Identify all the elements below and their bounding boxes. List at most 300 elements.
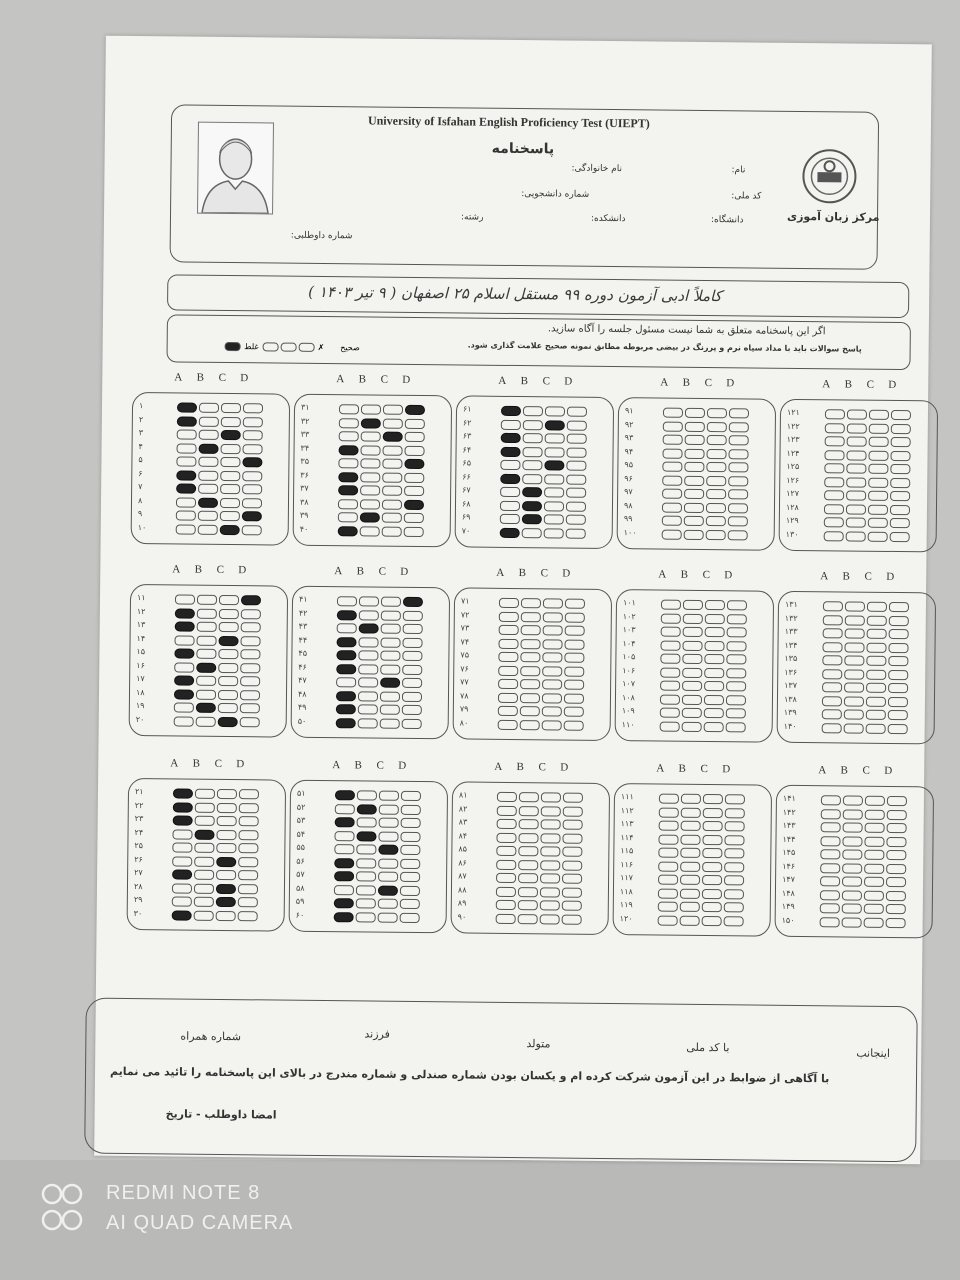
answer-bubble-c[interactable] xyxy=(869,410,889,420)
answer-bubble-b[interactable] xyxy=(842,876,862,886)
answer-bubble-d[interactable] xyxy=(405,432,425,442)
answer-bubble-b[interactable] xyxy=(195,789,215,799)
answer-bubble-c[interactable] xyxy=(378,858,398,868)
answer-bubble-c[interactable] xyxy=(540,846,560,856)
answer-bubble-d[interactable] xyxy=(405,445,425,455)
answer-bubble-a[interactable] xyxy=(661,600,681,610)
answer-bubble-a[interactable] xyxy=(337,623,357,633)
answer-bubble-b[interactable] xyxy=(199,403,219,413)
answer-bubble-c[interactable] xyxy=(704,668,724,678)
answer-bubble-d[interactable] xyxy=(724,889,744,899)
answer-bubble-c[interactable] xyxy=(868,491,888,501)
answer-bubble-b[interactable] xyxy=(523,433,543,443)
answer-bubble-b[interactable] xyxy=(197,622,217,632)
answer-bubble-c[interactable] xyxy=(702,861,722,871)
answer-bubble-d[interactable] xyxy=(402,651,422,661)
answer-bubble-a[interactable] xyxy=(662,462,682,472)
answer-bubble-c[interactable] xyxy=(216,883,236,893)
answer-bubble-d[interactable] xyxy=(400,912,420,922)
answer-bubble-a[interactable] xyxy=(176,524,196,534)
answer-bubble-d[interactable] xyxy=(567,407,587,417)
answer-bubble-d[interactable] xyxy=(888,656,908,666)
answer-bubble-c[interactable] xyxy=(383,432,403,442)
answer-bubble-d[interactable] xyxy=(241,636,261,646)
answer-bubble-a[interactable] xyxy=(659,807,679,817)
answer-bubble-b[interactable] xyxy=(684,529,704,539)
answer-bubble-c[interactable] xyxy=(866,696,886,706)
answer-bubble-d[interactable] xyxy=(564,680,584,690)
answer-bubble-b[interactable] xyxy=(842,917,862,927)
answer-bubble-d[interactable] xyxy=(402,678,422,688)
answer-bubble-a[interactable] xyxy=(334,844,354,854)
answer-bubble-c[interactable] xyxy=(704,641,724,651)
answer-bubble-d[interactable] xyxy=(562,901,582,911)
answer-bubble-a[interactable] xyxy=(823,628,843,638)
answer-bubble-b[interactable] xyxy=(681,807,701,817)
answer-bubble-a[interactable] xyxy=(822,696,842,706)
answer-bubble-d[interactable] xyxy=(729,408,749,418)
answer-bubble-d[interactable] xyxy=(890,464,910,474)
answer-bubble-d[interactable] xyxy=(238,911,258,921)
answer-bubble-a[interactable] xyxy=(662,502,682,512)
answer-bubble-c[interactable] xyxy=(704,654,724,664)
answer-bubble-c[interactable] xyxy=(703,794,723,804)
answer-bubble-c[interactable] xyxy=(380,691,400,701)
answer-bubble-d[interactable] xyxy=(886,904,906,914)
answer-bubble-a[interactable] xyxy=(658,834,678,844)
answer-bubble-d[interactable] xyxy=(404,513,424,523)
answer-bubble-d[interactable] xyxy=(888,669,908,679)
answer-bubble-b[interactable] xyxy=(194,843,214,853)
answer-bubble-a[interactable] xyxy=(496,859,516,869)
answer-bubble-c[interactable] xyxy=(381,597,401,607)
answer-bubble-b[interactable] xyxy=(356,858,376,868)
answer-bubble-c[interactable] xyxy=(702,888,722,898)
answer-bubble-b[interactable] xyxy=(847,423,867,433)
answer-bubble-c[interactable] xyxy=(868,531,888,541)
answer-bubble-b[interactable] xyxy=(685,435,705,445)
answer-bubble-c[interactable] xyxy=(544,474,564,484)
answer-bubble-a[interactable] xyxy=(499,598,519,608)
answer-bubble-d[interactable] xyxy=(724,848,744,858)
answer-bubble-d[interactable] xyxy=(728,476,748,486)
answer-bubble-a[interactable] xyxy=(498,719,518,729)
answer-bubble-d[interactable] xyxy=(402,718,422,728)
answer-bubble-a[interactable] xyxy=(660,721,680,731)
answer-bubble-a[interactable] xyxy=(496,832,516,842)
answer-bubble-b[interactable] xyxy=(359,610,379,620)
answer-bubble-b[interactable] xyxy=(197,635,217,645)
answer-bubble-a[interactable] xyxy=(339,404,359,414)
answer-bubble-c[interactable] xyxy=(702,915,722,925)
answer-bubble-a[interactable] xyxy=(659,794,679,804)
answer-bubble-a[interactable] xyxy=(174,689,194,699)
answer-bubble-c[interactable] xyxy=(218,689,238,699)
answer-bubble-d[interactable] xyxy=(888,710,908,720)
answer-bubble-a[interactable] xyxy=(173,815,193,825)
answer-bubble-b[interactable] xyxy=(842,836,862,846)
answer-bubble-a[interactable] xyxy=(824,450,844,460)
answer-bubble-a[interactable] xyxy=(338,526,358,536)
answer-bubble-b[interactable] xyxy=(199,416,219,426)
answer-bubble-a[interactable] xyxy=(824,463,844,473)
answer-bubble-a[interactable] xyxy=(496,886,516,896)
answer-bubble-a[interactable] xyxy=(339,431,359,441)
answer-bubble-a[interactable] xyxy=(663,408,683,418)
answer-bubble-c[interactable] xyxy=(864,850,884,860)
answer-bubble-d[interactable] xyxy=(240,703,260,713)
answer-bubble-b[interactable] xyxy=(680,902,700,912)
answer-bubble-a[interactable] xyxy=(822,682,842,692)
answer-bubble-a[interactable] xyxy=(496,900,516,910)
answer-bubble-a[interactable] xyxy=(336,691,356,701)
answer-bubble-a[interactable] xyxy=(334,871,354,881)
answer-bubble-b[interactable] xyxy=(358,704,378,714)
answer-bubble-b[interactable] xyxy=(843,795,863,805)
answer-bubble-c[interactable] xyxy=(544,460,564,470)
answer-bubble-d[interactable] xyxy=(726,641,746,651)
answer-bubble-d[interactable] xyxy=(239,816,259,826)
answer-bubble-a[interactable] xyxy=(661,627,681,637)
answer-bubble-b[interactable] xyxy=(194,870,214,880)
answer-bubble-c[interactable] xyxy=(220,457,240,467)
answer-bubble-d[interactable] xyxy=(562,860,582,870)
answer-bubble-c[interactable] xyxy=(541,792,561,802)
answer-bubble-c[interactable] xyxy=(704,695,724,705)
answer-bubble-d[interactable] xyxy=(564,666,584,676)
answer-bubble-a[interactable] xyxy=(822,642,842,652)
answer-bubble-b[interactable] xyxy=(844,669,864,679)
answer-bubble-d[interactable] xyxy=(889,602,909,612)
answer-bubble-c[interactable] xyxy=(383,445,403,455)
answer-bubble-a[interactable] xyxy=(177,416,197,426)
answer-bubble-b[interactable] xyxy=(356,898,376,908)
answer-bubble-a[interactable] xyxy=(662,516,682,526)
answer-bubble-a[interactable] xyxy=(823,601,843,611)
answer-bubble-d[interactable] xyxy=(404,486,424,496)
answer-bubble-b[interactable] xyxy=(196,703,216,713)
answer-bubble-b[interactable] xyxy=(519,819,539,829)
answer-bubble-b[interactable] xyxy=(682,654,702,664)
answer-bubble-d[interactable] xyxy=(729,435,749,445)
answer-bubble-c[interactable] xyxy=(865,823,885,833)
answer-bubble-b[interactable] xyxy=(522,528,542,538)
answer-bubble-d[interactable] xyxy=(725,794,745,804)
answer-bubble-a[interactable] xyxy=(336,650,356,660)
answer-bubble-c[interactable] xyxy=(544,487,564,497)
answer-bubble-d[interactable] xyxy=(888,683,908,693)
answer-bubble-c[interactable] xyxy=(543,625,563,635)
answer-bubble-d[interactable] xyxy=(241,595,261,605)
answer-bubble-a[interactable] xyxy=(497,819,517,829)
answer-bubble-a[interactable] xyxy=(172,829,192,839)
answer-bubble-a[interactable] xyxy=(820,849,840,859)
answer-bubble-a[interactable] xyxy=(824,504,844,514)
answer-bubble-b[interactable] xyxy=(842,903,862,913)
answer-bubble-c[interactable] xyxy=(706,476,726,486)
answer-bubble-c[interactable] xyxy=(703,821,723,831)
answer-bubble-c[interactable] xyxy=(382,526,402,536)
answer-bubble-d[interactable] xyxy=(725,808,745,818)
answer-bubble-d[interactable] xyxy=(403,624,423,634)
answer-bubble-b[interactable] xyxy=(519,806,539,816)
answer-bubble-b[interactable] xyxy=(359,623,379,633)
answer-bubble-a[interactable] xyxy=(338,485,358,495)
answer-bubble-c[interactable] xyxy=(540,860,560,870)
answer-bubble-d[interactable] xyxy=(727,614,747,624)
answer-bubble-b[interactable] xyxy=(194,910,214,920)
answer-bubble-a[interactable] xyxy=(336,718,356,728)
answer-bubble-a[interactable] xyxy=(498,665,518,675)
answer-bubble-b[interactable] xyxy=(683,627,703,637)
answer-bubble-a[interactable] xyxy=(501,419,521,429)
answer-bubble-c[interactable] xyxy=(220,470,240,480)
answer-bubble-c[interactable] xyxy=(221,403,241,413)
answer-bubble-a[interactable] xyxy=(661,613,681,623)
answer-bubble-d[interactable] xyxy=(890,450,910,460)
answer-bubble-b[interactable] xyxy=(520,666,540,676)
answer-bubble-b[interactable] xyxy=(518,887,538,897)
answer-bubble-b[interactable] xyxy=(358,664,378,674)
answer-bubble-a[interactable] xyxy=(500,527,520,537)
answer-bubble-c[interactable] xyxy=(545,406,565,416)
answer-bubble-a[interactable] xyxy=(334,912,354,922)
answer-bubble-d[interactable] xyxy=(724,835,744,845)
answer-bubble-b[interactable] xyxy=(844,696,864,706)
answer-bubble-b[interactable] xyxy=(357,790,377,800)
answer-bubble-b[interactable] xyxy=(685,421,705,431)
answer-bubble-a[interactable] xyxy=(497,792,517,802)
answer-bubble-a[interactable] xyxy=(658,888,678,898)
answer-bubble-d[interactable] xyxy=(402,664,422,674)
answer-bubble-c[interactable] xyxy=(544,528,564,538)
answer-bubble-c[interactable] xyxy=(378,872,398,882)
answer-bubble-d[interactable] xyxy=(564,693,584,703)
answer-bubble-c[interactable] xyxy=(707,422,727,432)
answer-bubble-b[interactable] xyxy=(523,420,543,430)
answer-bubble-a[interactable] xyxy=(172,883,192,893)
answer-bubble-a[interactable] xyxy=(336,704,356,714)
answer-bubble-d[interactable] xyxy=(405,405,425,415)
answer-bubble-a[interactable] xyxy=(660,667,680,677)
answer-bubble-d[interactable] xyxy=(727,600,747,610)
answer-bubble-b[interactable] xyxy=(356,885,376,895)
answer-bubble-c[interactable] xyxy=(866,723,886,733)
answer-bubble-d[interactable] xyxy=(889,615,909,625)
answer-bubble-b[interactable] xyxy=(523,406,543,416)
answer-bubble-a[interactable] xyxy=(501,406,521,416)
answer-bubble-d[interactable] xyxy=(886,863,906,873)
answer-bubble-a[interactable] xyxy=(822,709,842,719)
answer-bubble-d[interactable] xyxy=(729,422,749,432)
answer-bubble-b[interactable] xyxy=(846,517,866,527)
answer-bubble-a[interactable] xyxy=(820,836,840,846)
answer-bubble-c[interactable] xyxy=(541,806,561,816)
answer-bubble-a[interactable] xyxy=(338,458,358,468)
answer-bubble-b[interactable] xyxy=(197,608,217,618)
answer-bubble-b[interactable] xyxy=(194,897,214,907)
answer-bubble-c[interactable] xyxy=(868,504,888,514)
answer-bubble-a[interactable] xyxy=(820,903,840,913)
answer-bubble-c[interactable] xyxy=(864,877,884,887)
answer-bubble-c[interactable] xyxy=(216,870,236,880)
answer-bubble-b[interactable] xyxy=(842,863,862,873)
answer-bubble-a[interactable] xyxy=(172,896,192,906)
answer-bubble-c[interactable] xyxy=(541,819,561,829)
answer-bubble-b[interactable] xyxy=(358,677,378,687)
answer-bubble-d[interactable] xyxy=(563,793,583,803)
answer-bubble-b[interactable] xyxy=(522,487,542,497)
answer-bubble-c[interactable] xyxy=(864,904,884,914)
answer-bubble-a[interactable] xyxy=(499,611,519,621)
answer-bubble-d[interactable] xyxy=(886,890,906,900)
answer-bubble-b[interactable] xyxy=(360,499,380,509)
answer-bubble-b[interactable] xyxy=(522,474,542,484)
answer-bubble-d[interactable] xyxy=(566,447,586,457)
answer-bubble-c[interactable] xyxy=(219,622,239,632)
answer-bubble-b[interactable] xyxy=(846,477,866,487)
answer-bubble-a[interactable] xyxy=(498,679,518,689)
answer-bubble-b[interactable] xyxy=(682,667,702,677)
answer-bubble-a[interactable] xyxy=(498,638,518,648)
answer-bubble-c[interactable] xyxy=(542,639,562,649)
answer-bubble-d[interactable] xyxy=(725,821,745,831)
answer-bubble-b[interactable] xyxy=(680,848,700,858)
answer-bubble-c[interactable] xyxy=(706,462,726,472)
answer-bubble-d[interactable] xyxy=(886,836,906,846)
answer-bubble-c[interactable] xyxy=(867,629,887,639)
answer-bubble-a[interactable] xyxy=(825,423,845,433)
answer-bubble-c[interactable] xyxy=(219,595,239,605)
answer-bubble-c[interactable] xyxy=(220,484,240,494)
answer-bubble-a[interactable] xyxy=(335,817,355,827)
answer-bubble-a[interactable] xyxy=(820,890,840,900)
answer-bubble-d[interactable] xyxy=(401,818,421,828)
answer-bubble-c[interactable] xyxy=(379,818,399,828)
answer-bubble-d[interactable] xyxy=(564,653,584,663)
answer-bubble-b[interactable] xyxy=(356,831,376,841)
answer-bubble-d[interactable] xyxy=(563,806,583,816)
answer-bubble-b[interactable] xyxy=(521,625,541,635)
answer-bubble-d[interactable] xyxy=(562,833,582,843)
answer-bubble-b[interactable] xyxy=(680,861,700,871)
answer-bubble-b[interactable] xyxy=(196,716,216,726)
answer-bubble-b[interactable] xyxy=(358,691,378,701)
answer-bubble-c[interactable] xyxy=(867,602,887,612)
answer-bubble-d[interactable] xyxy=(887,796,907,806)
answer-bubble-c[interactable] xyxy=(378,831,398,841)
answer-bubble-c[interactable] xyxy=(865,809,885,819)
answer-bubble-c[interactable] xyxy=(380,651,400,661)
answer-bubble-a[interactable] xyxy=(338,472,358,482)
answer-bubble-b[interactable] xyxy=(842,849,862,859)
answer-bubble-b[interactable] xyxy=(361,404,381,414)
answer-bubble-d[interactable] xyxy=(728,449,748,459)
answer-bubble-b[interactable] xyxy=(682,640,702,650)
answer-bubble-b[interactable] xyxy=(846,531,866,541)
answer-bubble-a[interactable] xyxy=(177,429,197,439)
answer-bubble-a[interactable] xyxy=(660,681,680,691)
answer-bubble-b[interactable] xyxy=(844,723,864,733)
answer-bubble-c[interactable] xyxy=(705,627,725,637)
answer-bubble-a[interactable] xyxy=(500,514,520,524)
answer-bubble-c[interactable] xyxy=(378,899,398,909)
answer-bubble-d[interactable] xyxy=(242,457,262,467)
answer-bubble-d[interactable] xyxy=(565,612,585,622)
answer-bubble-d[interactable] xyxy=(243,444,263,454)
answer-bubble-c[interactable] xyxy=(707,435,727,445)
answer-bubble-b[interactable] xyxy=(520,639,540,649)
answer-bubble-a[interactable] xyxy=(173,788,193,798)
answer-bubble-b[interactable] xyxy=(518,873,538,883)
answer-bubble-d[interactable] xyxy=(889,629,909,639)
answer-bubble-a[interactable] xyxy=(172,869,192,879)
answer-bubble-c[interactable] xyxy=(220,497,240,507)
answer-bubble-d[interactable] xyxy=(404,472,424,482)
answer-bubble-d[interactable] xyxy=(400,845,420,855)
answer-bubble-b[interactable] xyxy=(845,601,865,611)
answer-bubble-a[interactable] xyxy=(175,608,195,618)
answer-bubble-b[interactable] xyxy=(361,431,381,441)
answer-bubble-c[interactable] xyxy=(544,514,564,524)
answer-bubble-a[interactable] xyxy=(175,635,195,645)
answer-bubble-d[interactable] xyxy=(243,403,263,413)
answer-bubble-d[interactable] xyxy=(728,516,748,526)
answer-bubble-c[interactable] xyxy=(707,408,727,418)
answer-bubble-d[interactable] xyxy=(240,676,260,686)
answer-bubble-b[interactable] xyxy=(520,720,540,730)
answer-bubble-d[interactable] xyxy=(887,809,907,819)
answer-bubble-d[interactable] xyxy=(728,489,748,499)
answer-bubble-c[interactable] xyxy=(704,681,724,691)
answer-bubble-c[interactable] xyxy=(868,477,888,487)
answer-bubble-c[interactable] xyxy=(869,423,889,433)
answer-bubble-b[interactable] xyxy=(684,462,704,472)
answer-bubble-d[interactable] xyxy=(242,511,262,521)
answer-bubble-a[interactable] xyxy=(663,435,683,445)
answer-bubble-d[interactable] xyxy=(728,462,748,472)
answer-bubble-b[interactable] xyxy=(199,443,219,453)
answer-bubble-b[interactable] xyxy=(198,497,218,507)
answer-bubble-c[interactable] xyxy=(217,802,237,812)
answer-bubble-d[interactable] xyxy=(726,708,746,718)
answer-bubble-b[interactable] xyxy=(360,458,380,468)
answer-bubble-c[interactable] xyxy=(217,789,237,799)
answer-bubble-a[interactable] xyxy=(501,433,521,443)
answer-bubble-c[interactable] xyxy=(543,612,563,622)
answer-bubble-c[interactable] xyxy=(704,722,724,732)
answer-bubble-a[interactable] xyxy=(337,596,357,606)
answer-bubble-a[interactable] xyxy=(177,443,197,453)
answer-bubble-d[interactable] xyxy=(728,503,748,513)
answer-bubble-c[interactable] xyxy=(216,856,236,866)
answer-bubble-b[interactable] xyxy=(360,526,380,536)
answer-bubble-a[interactable] xyxy=(662,448,682,458)
answer-bubble-b[interactable] xyxy=(522,460,542,470)
answer-bubble-c[interactable] xyxy=(219,635,239,645)
answer-bubble-a[interactable] xyxy=(660,640,680,650)
answer-bubble-b[interactable] xyxy=(358,650,378,660)
answer-bubble-c[interactable] xyxy=(545,433,565,443)
answer-bubble-d[interactable] xyxy=(566,528,586,538)
answer-bubble-c[interactable] xyxy=(864,863,884,873)
answer-bubble-d[interactable] xyxy=(402,691,422,701)
answer-bubble-c[interactable] xyxy=(380,718,400,728)
answer-bubble-d[interactable] xyxy=(400,872,420,882)
answer-bubble-c[interactable] xyxy=(381,610,401,620)
answer-bubble-d[interactable] xyxy=(890,504,910,514)
answer-bubble-a[interactable] xyxy=(662,529,682,539)
